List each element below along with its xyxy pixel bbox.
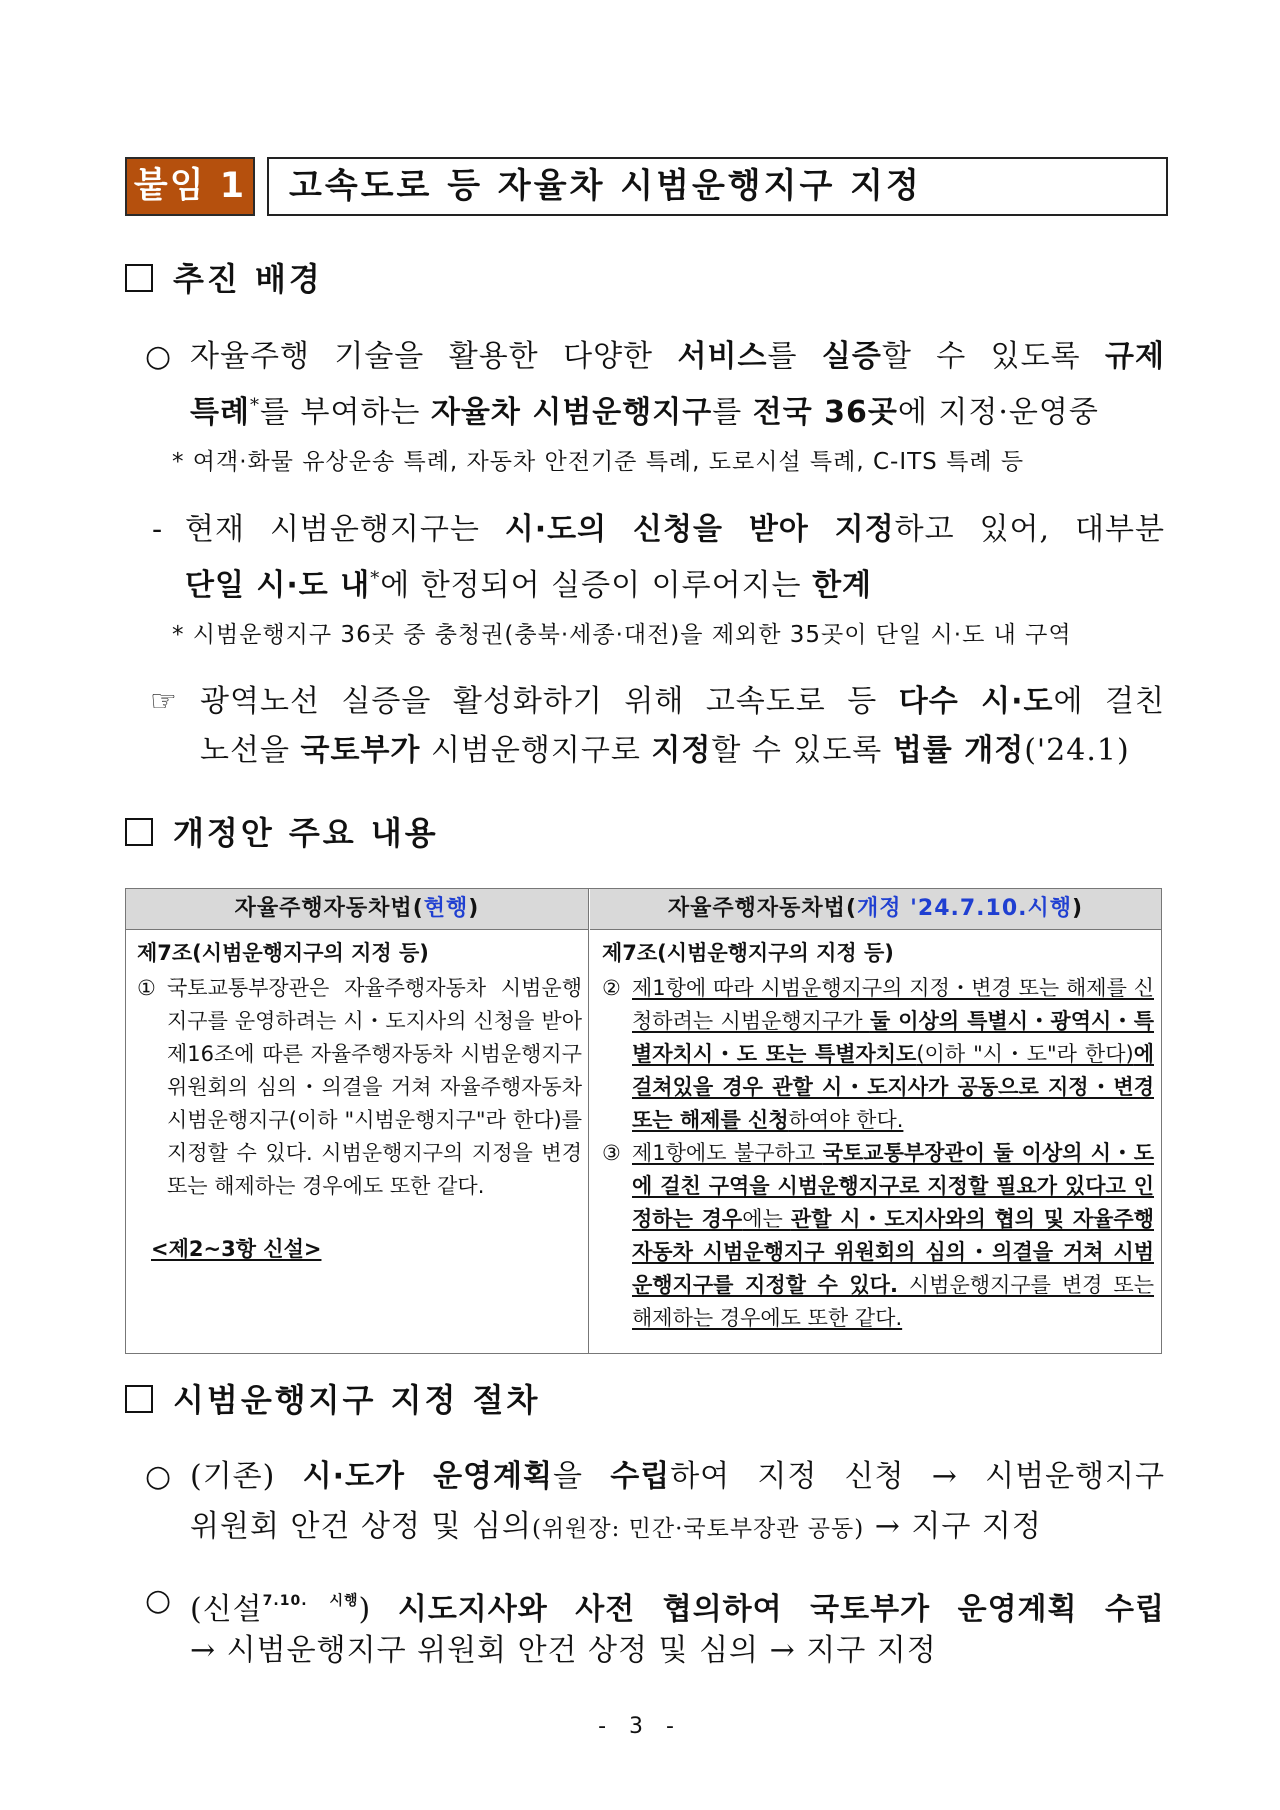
procedure-new-line-1: (신설$^{7.10. 시행}$) 시도지사와 사전 협의하여 국토부가 운영계획 수립: [190, 1592, 1165, 1627]
table-cell-current-law: [137, 937, 582, 1266]
paragraph-1: ① 국토교통부장관은 자율주행자동차 시범운행지구를 운영하려는 시・도지사의 신청을 받아 제16조에 따른 자율주행자동차 시범운행지구 위원회의 심의・의결을 거쳐 자율주행자동차 시범운행지구(이하 "시범운행지구"라 한다)를 지정할 수 있다. 시범운행지구의 지정을 변경 또는 해제하는 경우에도 또한 같다.: [137, 976, 582, 1198]
section-heading-background: [125, 259, 323, 299]
article-title: 제7조(시범운행지구의 지정 등): [602, 941, 894, 965]
footnote-2: * 시범운행지구 36곳 중 충청권(충북·세종·대전)을 제외한 35곳이 단일 시·도 내 구역: [172, 622, 1072, 648]
checkbox-square-icon: [125, 1385, 153, 1413]
section-heading-amendment: 개정안 주요 내용: [125, 813, 439, 853]
background-bullet-1-line-1: 자율주행 기술을 활용한 다양한 서비스를 실증할 수 있도록 규제: [190, 339, 1165, 374]
table-header-amended: 자율주행자동차법(개정 '24.7.10.시행): [590, 889, 1161, 930]
bullet-marker: ○: [145, 1583, 173, 1618]
page-title: 고속도로 등 자율차 시범운행지구 지정: [267, 157, 1168, 216]
new-clause-label: <제2~3항 신설>: [151, 1237, 322, 1261]
section-heading-text: 추진 배경: [173, 260, 323, 298]
page-number: - 3 -: [598, 1714, 682, 1739]
table-column-divider: [588, 929, 589, 1354]
article-title: 제7조(시범운행지구의 지정 등): [137, 941, 429, 965]
background-bullet-2-line-2: 단일 시·도 내*에 한정되어 실증이 이루어지는 한계: [185, 568, 873, 603]
dash-marker: -: [152, 512, 164, 547]
bullet-marker: ○: [145, 339, 173, 374]
background-bullet-1-line-2: 특례*를 부여하는 자율차 시범운행지구를 전국 36곳에 지정·운영중: [190, 395, 1099, 430]
attachment-badge: 붙임 1: [125, 157, 255, 216]
paragraph-2: ② 제1항에 따라 시범운행지구의 지정・변경 또는 해제를 신청하려는 시범운행지구가 둘 이상의 특별시・광역시・특별자치시・도 또는 특별자치도(이하 "시・도"라 한다)에 걸쳐있을 경우 관할 시・도지사가 공동으로 지정・변경 또는 해제를 신청하여야 한다.: [602, 976, 1154, 1132]
background-bullet-2-line-1: 현재 시범운행지구는 시·도의 신청을 받아 지정하고 있어, 대부분: [185, 512, 1165, 547]
footnote-1: * 여객·화물 유상운송 특례, 자동차 안전기준 특례, 도로시설 특례, C-ITS 특례 등: [172, 449, 1025, 475]
section-heading-procedure: 시범운행지구 지정 절차: [125, 1380, 540, 1420]
comparison-table: [125, 888, 1162, 1354]
procedure-existing-line-1: (기존) 시·도가 운영계획을 수립하여 지정 신청 → 시범운행지구: [190, 1459, 1166, 1494]
table-cell-amended-law: [602, 937, 1154, 1335]
background-bullet-3-line-2: 노선을 국토부가 시범운행지구로 지정할 수 있도록 법률 개정('24.1): [200, 733, 1130, 768]
paragraph-3: ③ 제1항에도 불구하고 국토교통부장관이 둘 이상의 시・도에 걸친 구역을 시범운행지구로 지정할 필요가 있다고 인정하는 경우에는 관할 시・도지사와의 협의 및 자율주행자동차 시범운행지구 위원회의 심의・의결을 거쳐 시범운행지구를 지정할 수 있다. 시범운행지구를 변경 또는 해제하는 경우에도 또한 같다.: [602, 1141, 1155, 1330]
procedure-existing-line-2: 위원회 안건 상정 및 심의(위원장: 민간·국토부장관 공동) → 지구 지정: [190, 1509, 1042, 1544]
bullet-marker: ○: [145, 1459, 173, 1494]
pointing-hand-icon: ☞: [150, 684, 178, 719]
checkbox-square-icon: [125, 264, 153, 292]
checkbox-square-icon: [125, 818, 153, 846]
background-bullet-3-line-1: 광역노선 실증을 활성화하기 위해 고속도로 등 다수 시·도에 걸친: [200, 684, 1165, 719]
table-header-current: 자율주행자동차법(현행): [126, 889, 589, 930]
procedure-new-line-2: → 시범운행지구 위원회 안건 상정 및 심의 → 지구 지정: [190, 1633, 937, 1668]
